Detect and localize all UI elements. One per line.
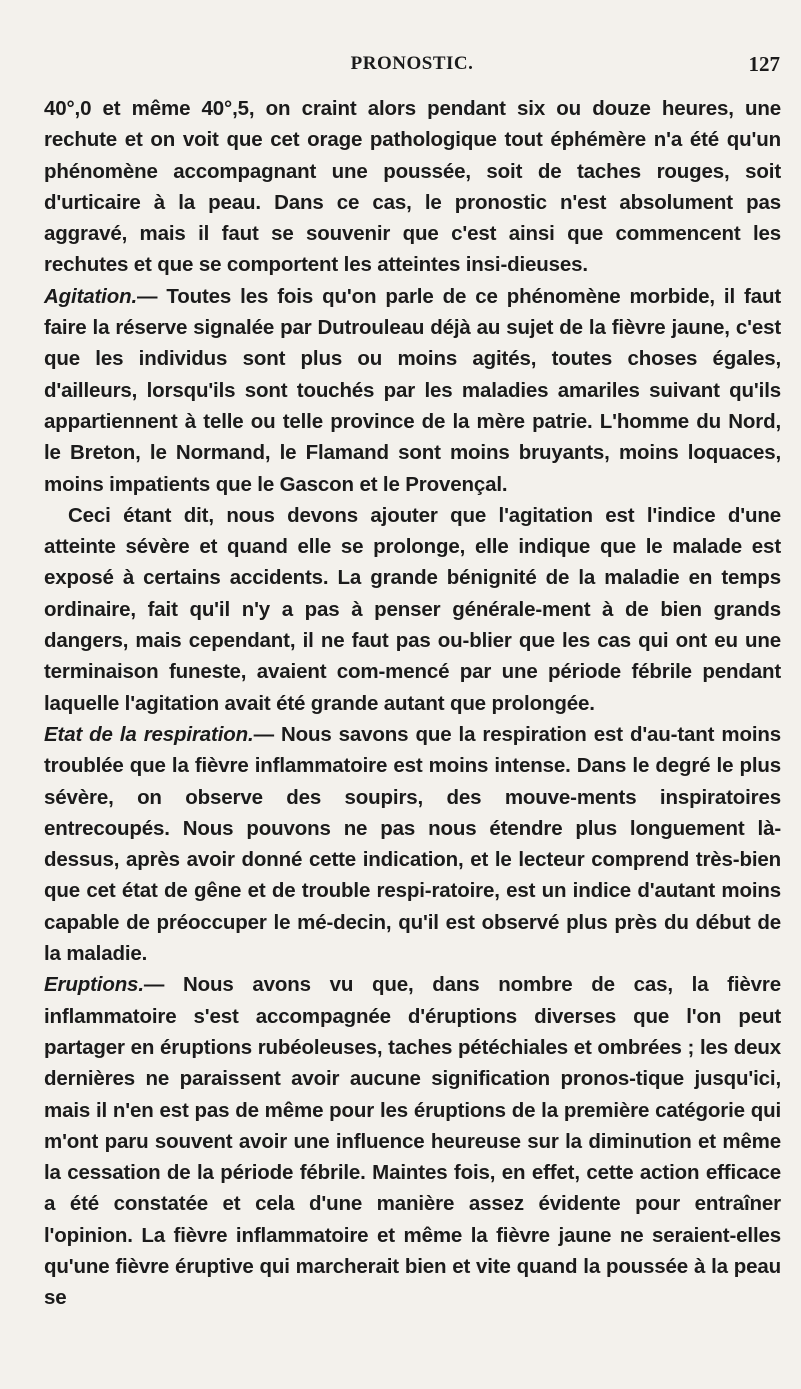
paragraph-text: 40°,0 et même 40°,5, on craint alors pendant six ou douze heures, une rechute et on voit que cet orage pathologique tout éphémère n'a été qu'un phénomène accompagnant une poussée, soit de taches rouges, soit d'urticaire à la peau. Dans ce cas, le pronostic n'est absolument pas aggravé, mais il faut se souvenir que c'est ainsi que commencent les rechutes et que se comportent les atteintes insi-dieuses. — [44, 97, 781, 277]
paragraph-text: — Toutes les fois qu'on parle de ce phénomène morbide, il faut faire la réserve signalée par Dutrouleau déjà au sujet de la fièvre jaune, c'est que les individus sont plus ou moins agités, toutes choses égales, d'ailleurs, lorsqu'ils sont touchés par les maladies amariles suivant qu'ils appartiennent à telle ou telle province de la mère patrie. L'homme du Nord, le Breton, le Normand, le Flamand sont moins bruyants, moins loquaces, moins impatients que le Gascon et le Provençal. — [44, 284, 781, 496]
page-number: 127 — [748, 52, 780, 76]
paragraph-agitation — [44, 281, 781, 500]
section-heading-agitation: Agitation. — [44, 284, 138, 308]
body-text — [44, 93, 781, 1314]
paragraph-continued — [44, 93, 781, 281]
paragraph-eruptions — [44, 969, 781, 1313]
running-head — [44, 0, 780, 76]
paragraph-respiration — [44, 719, 781, 969]
paragraph-text: — Nous savons que la respiration est d'au-tant moins troublée que la fièvre inflammatoire est moins intense. Dans le degré le plus sévère, on observe des soupirs, des mouve-ments inspiratoires entrecoupés. Nous pouvons ne pas nous étendre plus longuement là-dessus, après avoir donné cette indication, et le lecteur comprend très-bien que cet état de gêne et de trouble respi-ratoire, est un indice d'autant moins capable de préoccuper le mé-decin, qu'il est observé plus près du début de la maladie. — [44, 722, 782, 966]
running-title: PRONOSTIC. — [350, 53, 474, 74]
paragraph-agitation-continued — [44, 500, 781, 719]
section-heading-respiration: Etat de la respiration. — [44, 722, 254, 746]
paragraph-text: — Nous avons vu que, dans nombre de cas, la fièvre inflammatoire s'est accompagnée d'éruptions diverses que l'on peut partager en éruptions rubéoleuses, taches pétéchiales et ombrées ; les deux dernières ne paraissent avoir aucune signification pronos-tique jusqu'ici, mais il n'en est pas de même pour les éruptions de la première catégorie qui m'ont paru souvent avoir une influence heureuse sur la diminution et même la cessation de la période fébrile. Maintes fois, en effet, cette action efficace a été constatée et cela d'une manière assez évidente pour entraîner l'opinion. La fièvre inflammatoire et même la fièvre jaune ne seraient-elles qu'une fièvre éruptive qui marcherait bien et vite quand la poussée à la peau se — [44, 973, 781, 1310]
paragraph-text: Ceci étant dit, nous devons ajouter que l'agitation est l'indice d'une atteinte sévère et quand elle se prolonge, elle indique que le malade est exposé à certains accidents. La grande bénignité de la maladie en temps ordinaire, fait qu'il n'y a pas à penser générale-ment à de bien grands dangers, mais cependant, il ne faut pas ou-blier que les cas qui ont eu une terminaison funeste, avaient com-mencé par une période fébrile pendant laquelle l'agitation avait été grande autant que prolongée. — [44, 503, 781, 715]
section-heading-eruptions: Eruptions. — [44, 973, 144, 997]
